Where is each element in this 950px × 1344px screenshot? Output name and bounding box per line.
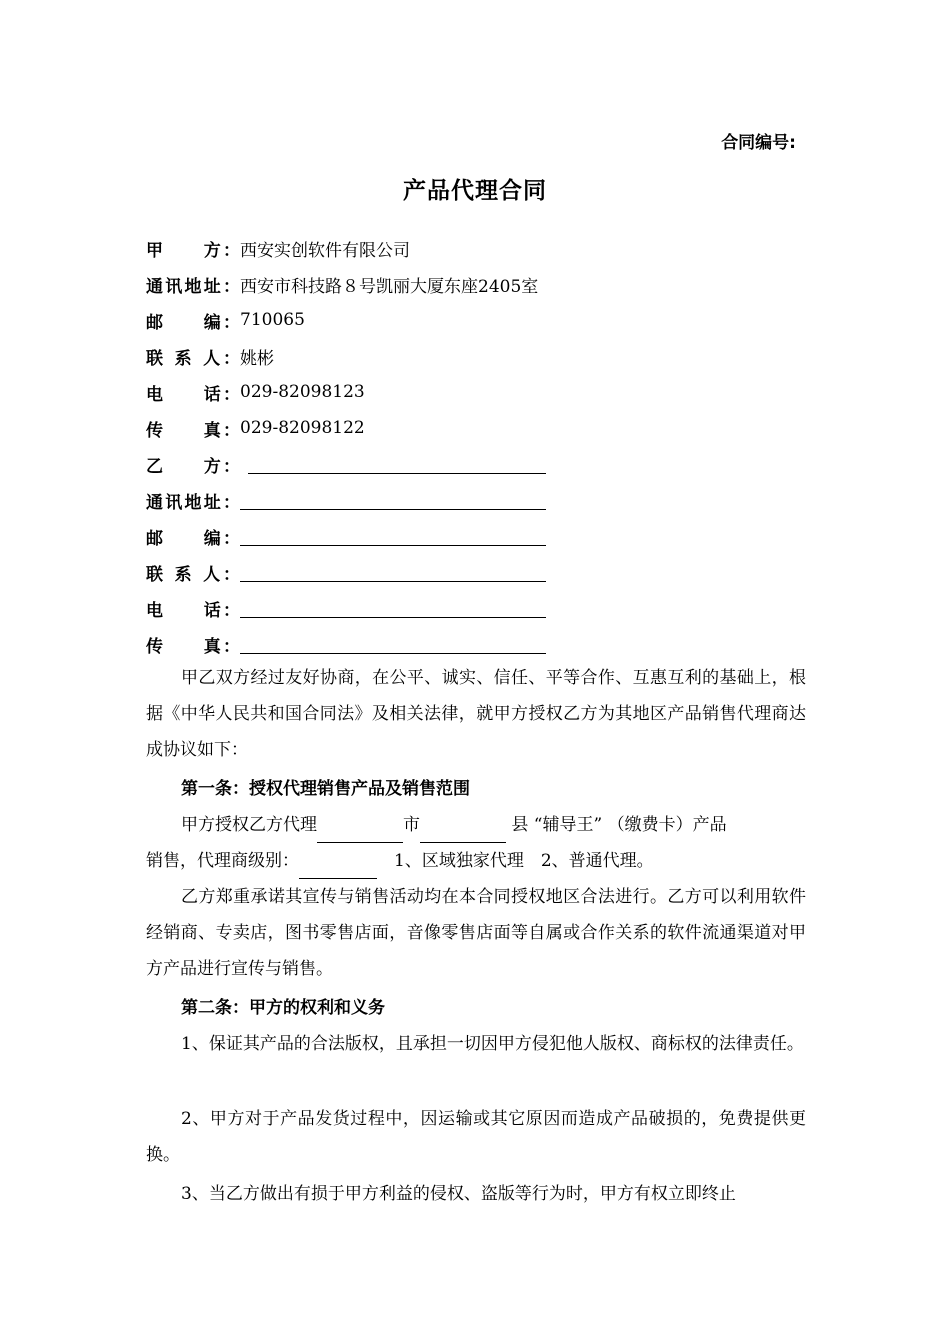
party-a-name-row	[146, 235, 410, 261]
city-blank[interactable]	[317, 820, 403, 843]
party-b-address-field[interactable]	[240, 491, 546, 510]
party-a-contact-row	[146, 343, 274, 369]
party-a-phone-row	[146, 379, 365, 405]
party-a-address: 西安市科技路８号凯丽大厦东座2405室	[240, 276, 539, 297]
party-b-phone-label: 电 话：	[146, 600, 240, 621]
article-1-line-1	[181, 807, 727, 843]
party-b-address-label: 通讯地址：	[146, 492, 240, 513]
party-a-address-row	[146, 271, 538, 297]
party-b-name-label: 乙 方：	[146, 456, 240, 477]
article-2-heading: 第二条：甲方的权利和义务	[181, 998, 385, 1018]
article-2-item-3: 3、当乙方做出有损于甲方利益的侵权、盗版等行为时，甲方有权立即终止	[181, 1184, 736, 1204]
party-a-name: 西安实创软件有限公司	[240, 240, 410, 261]
article-1-line-2	[146, 843, 654, 879]
party-b-fax-field[interactable]	[240, 635, 546, 654]
party-a-contact-label: 联 系 人：	[146, 348, 240, 369]
article-1-heading: 第一条：授权代理销售产品及销售范围	[181, 779, 470, 799]
contract-number-label: 合同编号:	[721, 133, 796, 153]
article-2-item-1: 1、保证其产品的合法版权，且承担一切因甲方侵犯他人版权、商标权的法律责任。	[181, 1034, 804, 1054]
party-a-postcode-label: 邮 编：	[146, 312, 240, 333]
article-1-line-1-a: 甲方授权乙方代理	[181, 815, 317, 835]
party-b-contact-field[interactable]	[240, 563, 546, 582]
party-a-phone: 029-82098123	[240, 382, 365, 402]
party-b-contact-label: 联 系 人：	[146, 564, 240, 585]
party-b-name-field[interactable]	[248, 455, 546, 474]
article-1-line-2-b: 1、区域独家代理 2、普通代理。	[377, 851, 654, 871]
article-1-line-1-c: 县 “辅导王” （缴费卡）产品	[506, 815, 727, 835]
party-b-postcode-row	[146, 523, 546, 549]
intro-paragraph: 甲乙双方经过友好协商，在公平、诚实、信任、平等合作、互惠互利的基础上，根据《中华人民共和国合同法》及相关法律，就甲方授权乙方为其地区产品销售代理商达成协议如下：	[146, 668, 806, 760]
party-a-postcode: 710065	[240, 310, 305, 330]
party-a-address-label: 通讯地址：	[146, 276, 240, 297]
party-b-postcode-label: 邮 编：	[146, 528, 240, 549]
party-b-postcode-field[interactable]	[240, 527, 546, 546]
article-2-item-2: 2、甲方对于产品发货过程中，因运输或其它原因而造成产品破损的，免费提供更换。	[146, 1109, 806, 1165]
agent-level-blank[interactable]	[299, 856, 377, 879]
party-b-phone-field[interactable]	[240, 599, 546, 618]
article-1-line-1-b: 市	[403, 815, 420, 835]
party-b-contact-row	[146, 559, 546, 585]
party-a-name-label: 甲 方：	[146, 240, 240, 261]
party-a-postcode-row	[146, 307, 305, 333]
article-1-paragraph-2: 乙方郑重承诺其宣传与销售活动均在本合同授权地区合法进行。乙方可以利用软件经销商、专卖店，图书零售店面，音像零售店面等自属或合作关系的软件流通渠道对甲方产品进行宣传与销售。	[146, 887, 806, 979]
party-a-fax: 029-82098122	[240, 418, 365, 438]
page-title: 产品代理合同	[403, 178, 547, 204]
party-b-name-row	[146, 451, 546, 477]
article-1-line-2-a: 销售，代理商级别：	[146, 851, 299, 871]
party-b-phone-row	[146, 595, 546, 621]
party-a-fax-row	[146, 415, 365, 441]
county-blank[interactable]	[420, 820, 506, 843]
party-a-phone-label: 电 话：	[146, 384, 240, 405]
party-b-fax-label: 传 真：	[146, 636, 240, 657]
party-b-address-row	[146, 487, 546, 513]
party-b-fax-row	[146, 631, 546, 657]
party-a-fax-label: 传 真：	[146, 420, 240, 441]
party-a-contact: 姚彬	[240, 348, 274, 369]
